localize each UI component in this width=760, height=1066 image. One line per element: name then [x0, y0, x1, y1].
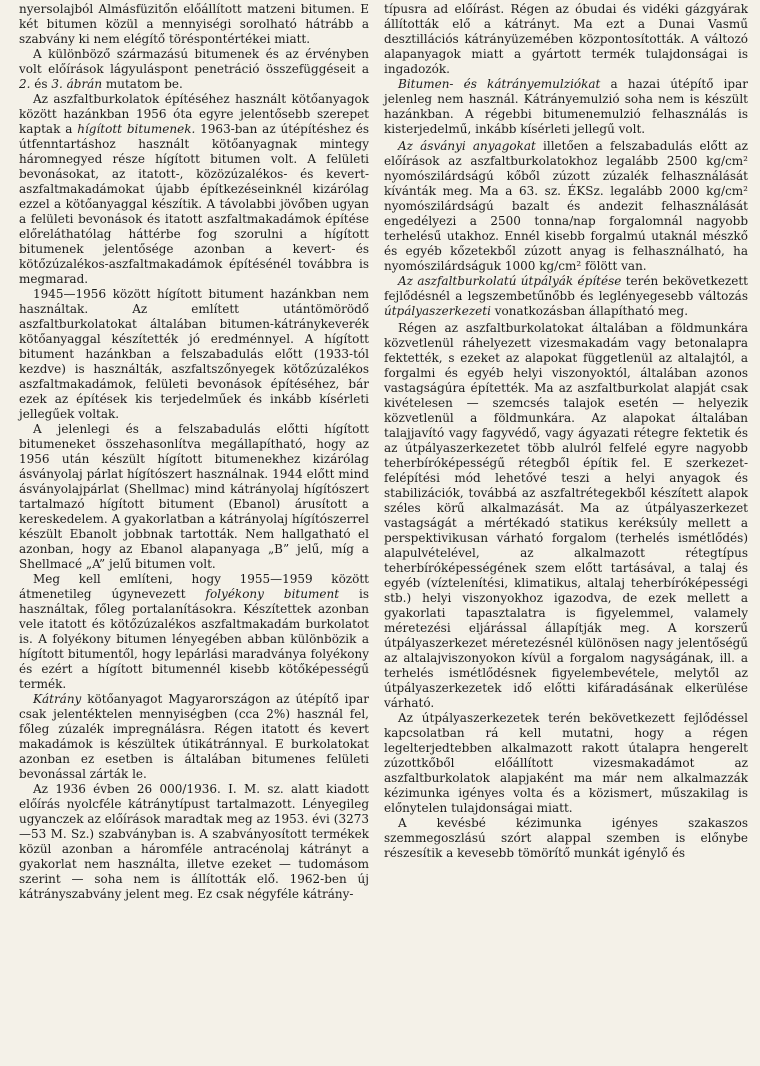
emphasis-term: Bitumen- és kátrányemulziókat [398, 77, 601, 91]
text-run: A különböző származású bitumenek és az érvényben volt előírások lágyuláspont penetráció összefüggéseit a [19, 47, 369, 76]
paragraph-continued: nyersolajból Almásfüzitőn előállított matzeni bitumen. E két bitumen közül a mennyiségi sorolható hátrább a szabvány ki nem elégítő töréspontértékei miatt. [19, 2, 369, 46]
text-run: kötőanyagot Magyarországon az útépítő ipar csak jelentéktelen mennyiségben (cca 2%) használ fel, főleg zúzalék impregnálásra. Régen itatott és kevert makadámok is készültek útikátránnyal. E burkolatokat azonban ez esetben is általában bitumenes felületi bevonással zárták le. [19, 692, 369, 781]
figure-2-reference: 2. [19, 77, 31, 91]
figure-3-reference: 3. ábrán [51, 77, 103, 91]
paragraph-comparison: A jelenlegi és a felszabadulás előtti hígított bitumeneket összehasonlítva megállapítható, hogy az 1956 után készült hígított bitumenekhez kizárólag ásványolaj párlat hígítószert használnak. 1944 előtt mind ásványolajpárlat (Shellmac) mind kátrányolaj hígítószert tartalmazó hígított bitument (Ebanol) árusított a kereskedelem. A gyakorlatban a kátrányolaj hígítószerrel készült Ebanolt jobbnak tartották. Nem hallgatható el azonban, hogy az Ebanol alapanyaga „B” jelű, míg a Shellmacé „A” jelű bitumen volt. [19, 422, 369, 571]
paragraph-figure-reference [19, 47, 369, 92]
paragraph-emulziok [384, 77, 748, 137]
emphasis-term: folyékony bitument [205, 587, 340, 601]
paragraph-1945-1956: 1945—1956 között hígított bitument hazánkban nem használtak. Az említett utántömörödő aszfaltburkolatokat általában bitumen-kátránykeverék kötőanyaggal készítették jó eredménnyel. A hígított bitument hazánkban a felszabadulás előtt (1933-tól kezdve) is használták, aszfaltszőnyegek kötőzúzalékos aszfaltmakadámok, felületi bevonások építéséhez, bár ezek az építések kis terjedelműek és inkább kísérleti jellegűek voltak. [19, 287, 369, 421]
emphasis-term: útpályaszerkezeti [384, 304, 491, 318]
paragraph-szort-alap: A kevésbé kézimunka igényes szakaszos szemmegoszlású szórt alappal szemben is előnybe részesítik a kevesebb tömörítő munkát igénylő és [384, 816, 748, 860]
paragraph-higitott-bitumen [19, 92, 369, 287]
paragraph-alapok: Régen az aszfaltburkolatokat általában a földmunkára közvetlenül ráhelyezett vizesmakadám vagy betonalapra fektették, s ezeket az alapokat függetlenül az altalajtól, a forgalmi és egyéb helyi viszonyoktól, általában azonos vastagságúra építették. Ma az aszfaltburkolat alapját csak kivételesen — szemcsés talajok esetén — helyezik közvetlenül a földmunkára. Az alapokat általában talajjavító vagy fagyvédő, vagy ágyazati rétegre fektetik és az útpályaszerkezetet több alulról felfelé egyre nagyobb teherbíróképességű rétegből építik fel. E szerkezet-felépítési mód lehetővé teszi a helyi anyagok és stabilizációk, továbbá az aszfaltrétegekből készített alapok széles körű alkalmazását. Ma az útpályaszerkezet vastagságát a mértékadó statikus keréksúly mellett a perspektivikusan várható forgalom (terhelés ismétlődés) alapulvételével, az alkalmazott rétegtípus teherbíróképességének szem előtt tartásával, a talaj és egyéb (víztelenítési, klimatikus, altalaj teherbíróképességi stb.) helyi viszonyokhoz igazodva, de ezek mellett a gyakorlati tapasztalatra is figyelemmel, valamely méretezési eljárással állapítják meg. A korszerű útpályaszerkezet méretezésnél különösen nagy jelentőségű az altalajviszonyokon kívül a forgalom nagyságának, ill. a terhelés ismétlődésnek figyelembevétele, melytől az útpályaszerkezetek idő előtti kifáradásának elkerülése várható. [384, 321, 748, 710]
right-column [384, 2, 748, 861]
paragraph-1936-eloiras: Az 1936 évben 26 000/1936. I. M. sz. alatt kiadott előírás nyolcféle kátránytípust tartalmazott. Lényegileg ugyanczek az előírások maradtak meg az 1953. évi (3273—53 M. Sz.) szabványban is. A szabványosított termékek közül azonban a háromféle antracénolaj kátrányt a gyakorlat nem használta, illetve ezeket — tudomásom szerint — soha nem is állították elő. 1962-ben új kátrányszabvány jelent meg. Ez csak négyféle kátrány- [19, 782, 369, 901]
text-run: vonatkozásban állapítható meg. [490, 304, 689, 318]
text-run: terén bekövetkezett fejlődésnél a legszembetűnőbb és leglényegesebb változás [384, 274, 748, 303]
text-run: mutatom be. [102, 77, 183, 91]
emphasis-term: hígított bitumenek. [77, 122, 196, 136]
emphasis-term: Az aszfaltburkolatú útpályák építése [398, 274, 622, 288]
paragraph-asvanyi-anyagok [384, 139, 748, 274]
left-column [19, 2, 369, 902]
text-run: illetően a felszabadulás előtt az előírások az aszfaltburkolatokhoz legalább 2500 kg/cm² nyomószilárdságú kőből zúzott zúzalék felhasználását kívánták meg. Ma a 63. sz. ÉKSz. legalább 2000 kg/cm² nyomószilárdságú bazalt és andezit felhasználását engedélyezi a 2500 tonna/nap forgalomnál nagyobb terhelésű utakhoz. Ennél kisebb forgalmú utaknál mészkő és egyéb kőzetekből zúzott anyag is felhasználható, ha nyomószilárdságuk 1000 kg/cm² fölött van. [384, 139, 748, 273]
emphasis-term: Kátrány [33, 692, 82, 706]
paragraph-folyekony-bitumen [19, 572, 369, 692]
paragraph-katrany [19, 692, 369, 782]
paragraph-vizesmakadam: Az útpályaszerkezetek terén bekövetkezett fejlődéssel kapcsolatban rá kell mutatni, hogy a régen legelterjedtebben alkalmazott rakott útalapra hengerelt zúzottkőből előállított vizesmakadámot az aszfaltburkolatok alapjaként ma már nem alkalmazzák kézimunka igényes volta és a közismert, műszakilag is előnytelen tulajdonságai miatt. [384, 711, 748, 815]
text-run: 1963-ban az útépítéshez és útfenntartáshoz használt kötőanyagnak mintegy háromnegyed része hígított bitumen volt. A felületi bevonásokat, az itatott-, közözúzalékos- és kevert-aszfaltmakadámokat újabb építkezéseinknél kizárólag ezzel a kötőanyaggal készítik. A távolabbi jövőben ugyan a felületi bevonások és itatott aszfaltmakadámok építése előreláthatólag háttérbe fog szorulni a hígított bitumenek jelentősége azonban a kevert- és kötőzúzalékos-aszfaltmakadámok építésénél továbbra is megmarad. [19, 122, 370, 286]
text-run: is használtak, főleg portalanításokra. Készítettek azonban vele itatott és kötőzúzalékos aszfaltmakadám burkolatot is. A folyékony bitumen lényegében abban különbözik a hígított bitumentől, hogy lepárlási maradványa folyékony és ezért a hígított bitumennél kisebb kötőképességű termék. [19, 587, 370, 691]
paragraph-continued: típusra ad előírást. Régen az óbudai és vidéki gázgyárak állították elő a kátrányt. Ma ezt a Dunai Vasmű desztillációs kátrányüzemében központosították. A változó alapanyagok miatt a gyártott termék tulajdonságai is ingadozók. [384, 2, 748, 76]
emphasis-term: Az ásványi anyagokat [398, 139, 536, 153]
paragraph-utpalyak-epitese [384, 274, 748, 319]
text-run: és [30, 77, 52, 91]
text-run: Az aszfaltburkolatok építéséhez használt kötőanyagok között hazánkban 1956 óta egyre jelentősebb szerepet kaptak a [19, 92, 369, 136]
text-run: a hazai útépítő ipar jelenleg nem használ. Kátrányemulzió soha nem is készült hazánkban. A régebbi bitumenemulzió felhasználás is kisterjedelmű, inkább kísérleti jellegű volt. [384, 77, 748, 136]
text-run: Meg kell említeni, hogy 1955—1959 között átmenetileg úgynevezett [19, 572, 369, 601]
